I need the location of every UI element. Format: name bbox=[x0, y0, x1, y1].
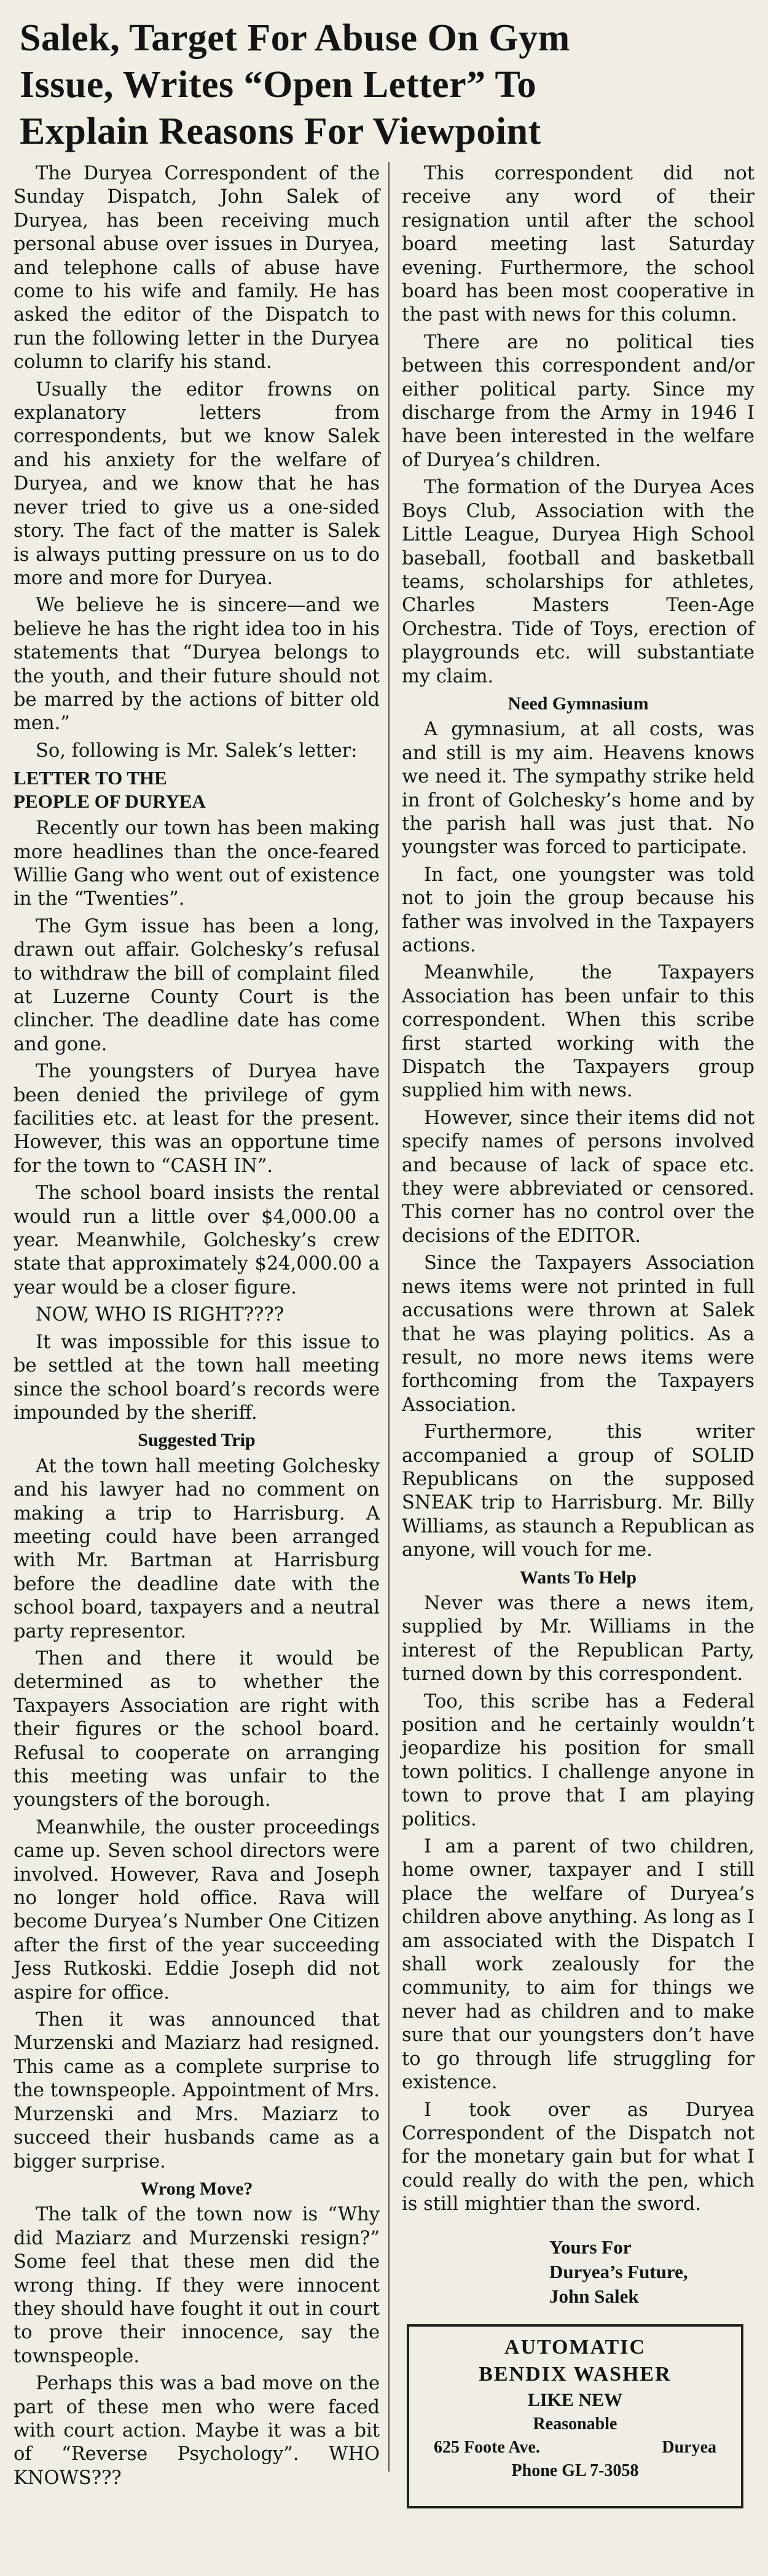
paragraph: It was impossible for this issue to be settled at the town hall meeting since the school board’s records were impounded by the sheriff. bbox=[14, 1331, 380, 1424]
subheading-suggested-trip: Suggested Trip bbox=[138, 1430, 256, 1451]
paragraph: The school board insists the rental would run a little over $4,000.00 a year. Meanwhile, Golchesky’s crew state that approximately $24,000.00 a year would be a closer figure. bbox=[14, 1182, 380, 1298]
paragraph: The Gym issue has been a long, drawn out affair. Golchesky’s refusal to withdraw the bill of complaint filed at Luzerne County Court is the clincher. The deadline date has come and gone. bbox=[14, 915, 380, 1055]
signature-block bbox=[549, 2235, 754, 2309]
paragraph: At the town hall meeting Golchesky and his lawyer had no comment on making a trip to Harrisburg. A meeting could have been arranged with Mr. Bartman at Harrisburg before the deadline date with the school board, taxpayers and a neutral party representor. bbox=[14, 1455, 380, 1642]
paragraph: In fact, one youngster was told not to join the group because his father was involved in the Taxpayers actions. bbox=[402, 864, 754, 956]
headline bbox=[20, 15, 754, 155]
paragraph: However, since their items did not specify names of persons involved and because of lack of space etc. they were abbreviated or censored. This corner has no control over the decisions of the EDITOR. bbox=[402, 1107, 754, 1247]
paragraph: Too, this scribe has a Federal position and he certainly wouldn’t jeopardize his position for small town politics. I challenge anyone in town to prove that I am playing politics. bbox=[402, 1690, 754, 1830]
paragraph: I am a parent of two children, home owner, taxpayer and I still place the welfare of Duryea’s children above anything. As long as I am associated with the Dispatch I shall work zealously for the community, to aim for things we never had as children and to make sure that our youngsters don’t have to go through life struggling for existence. bbox=[402, 1836, 754, 2094]
paragraph: Meanwhile, the Taxpayers Association has been unfair to this correspondent. When this scribe first started working with the Dispatch the Taxpayers group supplied him with news. bbox=[402, 962, 754, 1102]
paragraph: There are no political ties between this correspondent and/or either political party. Since my discharge from the Army in 1946 I have been interested in the welfare of Duryea’s children. bbox=[402, 331, 754, 471]
ad-town: Duryea bbox=[662, 2438, 716, 2457]
signature-name: John Salek bbox=[549, 2285, 639, 2307]
subheading-wrong-move: Wrong Move? bbox=[140, 2178, 253, 2199]
headline-line-1: Salek, Target For Abuse On Gym bbox=[20, 17, 570, 59]
paragraph: Perhaps this was a bad move on the part of these men who were faced with court action. Maybe it was a bit of “Reverse Psychology”. WHO KNOWS??? bbox=[14, 2373, 380, 2489]
ad-line-2: BENDIX WASHER bbox=[479, 2363, 672, 2386]
ad-address-row bbox=[409, 2436, 741, 2459]
subheading-need-gymnasium: Need Gymnasium bbox=[507, 693, 649, 714]
paragraph: Never was there a news item, supplied by Mr. Williams in the interest of the Republican Party, turned down by this correspondent. bbox=[402, 1592, 754, 1685]
headline-line-2: Issue, Writes “Open Letter” To bbox=[20, 64, 537, 106]
paragraph: NOW, WHO IS RIGHT???? bbox=[36, 1304, 284, 1326]
paragraph: Meanwhile, the ouster proceedings came up. Seven school directors were involved. However, Rava and Joseph no longer hold office. Rava will become Duryea’s Number One Citizen after the first of the year succeeding Jess Rutkoski. Eddie Joseph did not aspire for office. bbox=[14, 1816, 380, 2004]
paragraph: Recently our town has been making more headlines than the once-feared Willie Gang who went out of existence in the “Twenties”. bbox=[14, 818, 380, 910]
paragraph: The talk of the town now is “Why did Maziarz and Murzenski resign?” Some feel that these men did the wrong thing. If they were innocent they should have fought it out in court to prove their innocence, say the townspeople. bbox=[14, 2204, 380, 2367]
subheading-wants-to-help: Wants To Help bbox=[519, 1567, 637, 1588]
ad-address: 625 Foote Ave. bbox=[434, 2438, 540, 2457]
letter-heading-line-2: PEOPLE OF DURYEA bbox=[14, 790, 206, 813]
ad-line-1: AUTOMATIC bbox=[504, 2336, 646, 2359]
letter-heading bbox=[14, 767, 380, 813]
signature-line-2: Duryea’s Future, bbox=[549, 2260, 688, 2282]
paragraph: The formation of the Duryea Aces Boys Club, Association with the Little League, Duryea High School baseball, football and basketball teams, scholarships for athletes, Charles Masters Teen-Age Orchestra. Tide of Toys, erection of playgrounds etc. will substantiate my claim. bbox=[402, 477, 754, 687]
paragraph: Then and there it would be determined as to whether the Taxpayers Association are right with their figures or the school board. Refusal to cooperate on arranging this meeting was unfair to the youngsters of the borough. bbox=[14, 1647, 380, 1811]
ad-line-3: LIKE NEW bbox=[527, 2390, 623, 2410]
paragraph: Then it was announced that Murzenski and Maziarz had resigned. This came as a complete surprise to the townspeople. Appointment of Mrs. Murzenski and Mrs. Maziarz to succeed their husbands came as a bigger surprise. bbox=[14, 2009, 380, 2172]
left-column bbox=[14, 162, 380, 2494]
paragraph: Furthermore, this writer accompanied a group of SOLID Republicans on the supposed SNEAK trip to Harrisburg. Mr. Billy Williams, as staunch a Republican as anyone, will vouch for me. bbox=[402, 1421, 754, 1561]
paragraph: A gymnasium, at all costs, was and still is my aim. Heavens knows we need it. The sympathy strike held in front of Golchesky’s home and by the parish hall was just that. No youngster was forced to participate. bbox=[402, 719, 754, 859]
article-body bbox=[14, 162, 754, 2576]
paragraph: So, following is Mr. Salek’s letter: bbox=[36, 740, 358, 762]
signature-line-1: Yours For bbox=[549, 2236, 632, 2258]
classified-ad bbox=[407, 2324, 743, 2508]
right-column bbox=[402, 162, 754, 2309]
letter-heading-line-1: LETTER TO THE bbox=[14, 767, 167, 789]
paragraph: This correspondent did not receive any word of their resignation until after the school board meeting last Saturday evening. Furthermore, the school board has been most cooperative in the past with news for this column. bbox=[402, 163, 754, 326]
paragraph: The Duryea Correspondent of the Sunday Dispatch, John Salek of Duryea, has been receiving much personal abuse over issues in Duryea, and telephone calls of abuse have come to his wife and family. He has asked the editor of the Dispatch to run the following letter in the Duryea column to clarify his stand. bbox=[14, 163, 380, 373]
paragraph: Since the Taxpayers Association news items were not printed in full accusations were thrown at Salek that he was playing politics. As a result, no more news items were forthcoming from the Taxpayers Association. bbox=[402, 1252, 754, 1416]
ad-phone: Phone GL 7-3058 bbox=[511, 2461, 639, 2480]
paragraph: Usually the editor frowns on explanatory letters from correspondents, but we know Salek and his anxiety for the welfare of Duryea, and we know that he has never tried to give us a one-sided story. The fact of the matter is Salek is always putting pressure on us to do more and more for Duryea. bbox=[14, 378, 380, 589]
paragraph: We believe he is sincere—and we believe he has the right idea too in his statements that “Duryea belongs to the youth, and their future should not be marred by the actions of bitter old men.” bbox=[14, 595, 380, 735]
paragraph: I took over as Duryea Correspondent of the Dispatch not for the monetary gain but for what I could really do with the pen, which is still mightier than the sword. bbox=[402, 2099, 754, 2215]
paragraph: The youngsters of Duryea have been denied the privilege of gym facilities etc. at least for the present. However, this was an opportune time for the town to “CASH IN”. bbox=[14, 1061, 380, 1177]
headline-line-3: Explain Reasons For Viewpoint bbox=[20, 111, 541, 152]
ad-line-4: Reasonable bbox=[533, 2414, 617, 2434]
column-divider bbox=[388, 162, 390, 2472]
